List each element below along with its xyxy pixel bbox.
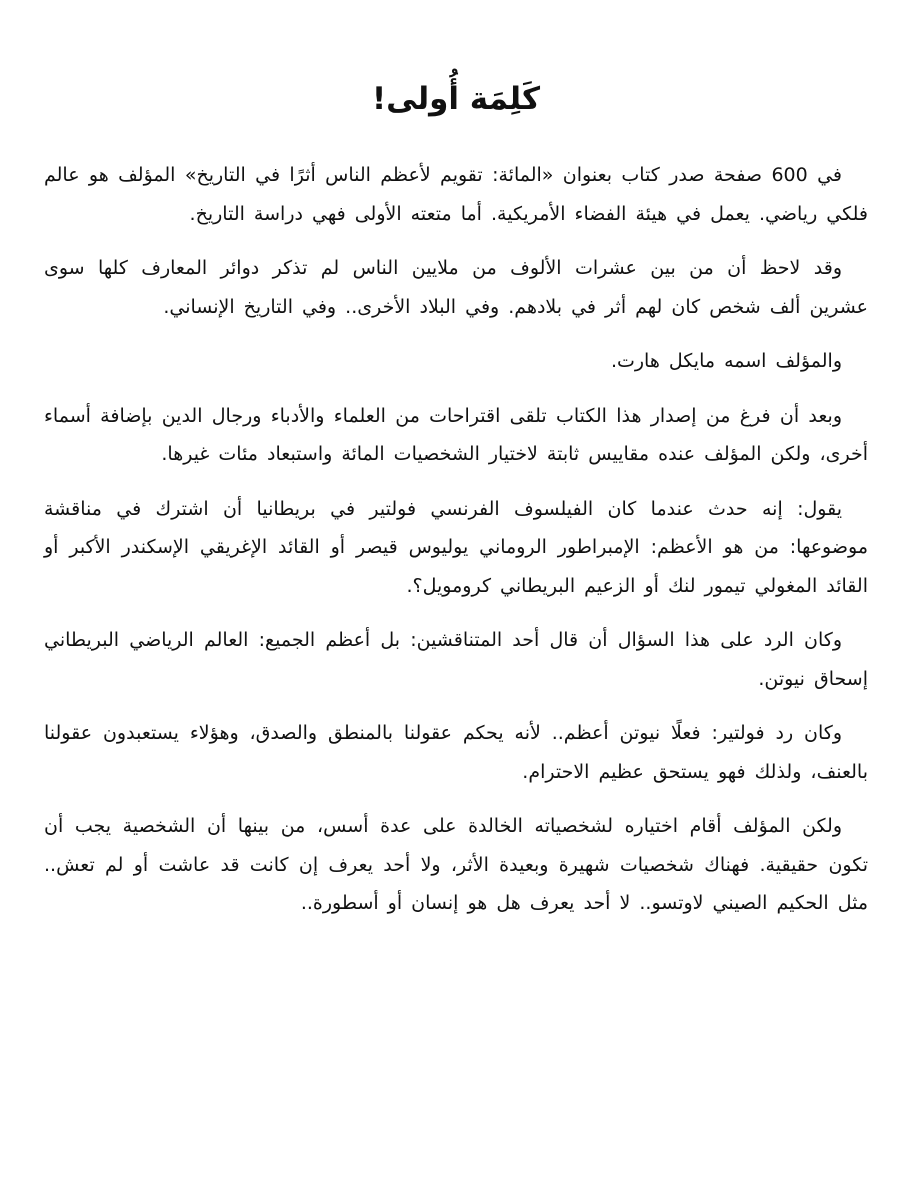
body-text	[44, 156, 868, 923]
paragraph-3: والمؤلف اسمه مايكل هارت.	[610, 350, 842, 372]
document-page	[44, 0, 868, 1200]
paragraph-1: في 600 صفحة صدر كتاب بعنوان «المائة: تقويم لأعظم الناس أثرًا في التاريخ» المؤلف هو عالم فلكي رياضي. يعمل في هيئة الفضاء الأمريكية. أما متعته الأولى فهي دراسة التاريخ.	[44, 164, 868, 225]
paragraph-6: وكان الرد على هذا السؤال أن قال أحد المتناقشين: بل أعظم الجميع: العالم الرياضي البريطاني إسحاق نيوتن.	[44, 629, 868, 690]
paragraph-7: وكان رد فولتير: فعلًا نيوتن أعظم.. لأنه يحكم عقولنا بالمنطق والصدق، وهؤلاء يستعبدون عقولنا بالعنف، ولذلك فهو يستحق عظيم الاحترام.	[44, 722, 868, 783]
paragraph-5: يقول: إنه حدث عندما كان الفيلسوف الفرنسي فولتير في بريطانيا أن اشترك في مناقشة موضوعها: من هو الأعظم: الإمبراطور الروماني يوليوس قيصر أو القائد الإغريقي الإسكندر الأكبر أو القائد المغولي تيمور لنك أو الزعيم البريطاني كرومويل؟.	[44, 497, 868, 597]
paragraph-8: ولكن المؤلف أقام اختياره لشخصياته الخالدة على عدة أسس، من بينها أن الشخصية يجب أن تكون حقيقية. فهناك شخصيات شهيرة وبعيدة الأثر، ولا أحد يعرف إن كانت قد عاشت أو لم تعش.. مثل الحكيم الصيني لاوتسو.. لا أحد يعرف هل هو إنسان أو أسطورة..	[44, 815, 868, 914]
page-title: كَلِمَة أُولى!	[371, 81, 541, 117]
paragraph-2: وقد لاحظ أن من بين عشرات الألوف من ملايين الناس لم تذكر دوائر المعارف كلها سوى عشرين ألف شخص كان لهم أثر في بلادهم. وفي البلاد الأخرى.. وفي التاريخ الإنساني.	[44, 257, 868, 318]
paragraph-4: وبعد أن فرغ من إصدار هذا الكتاب تلقى اقتراحات من العلماء والأدباء ورجال الدين بإضافة أسماء أخرى، ولكن المؤلف عنده مقاييس ثابتة لاختيار الشخصيات المائة واستبعاد مئات غيرها.	[44, 404, 868, 465]
